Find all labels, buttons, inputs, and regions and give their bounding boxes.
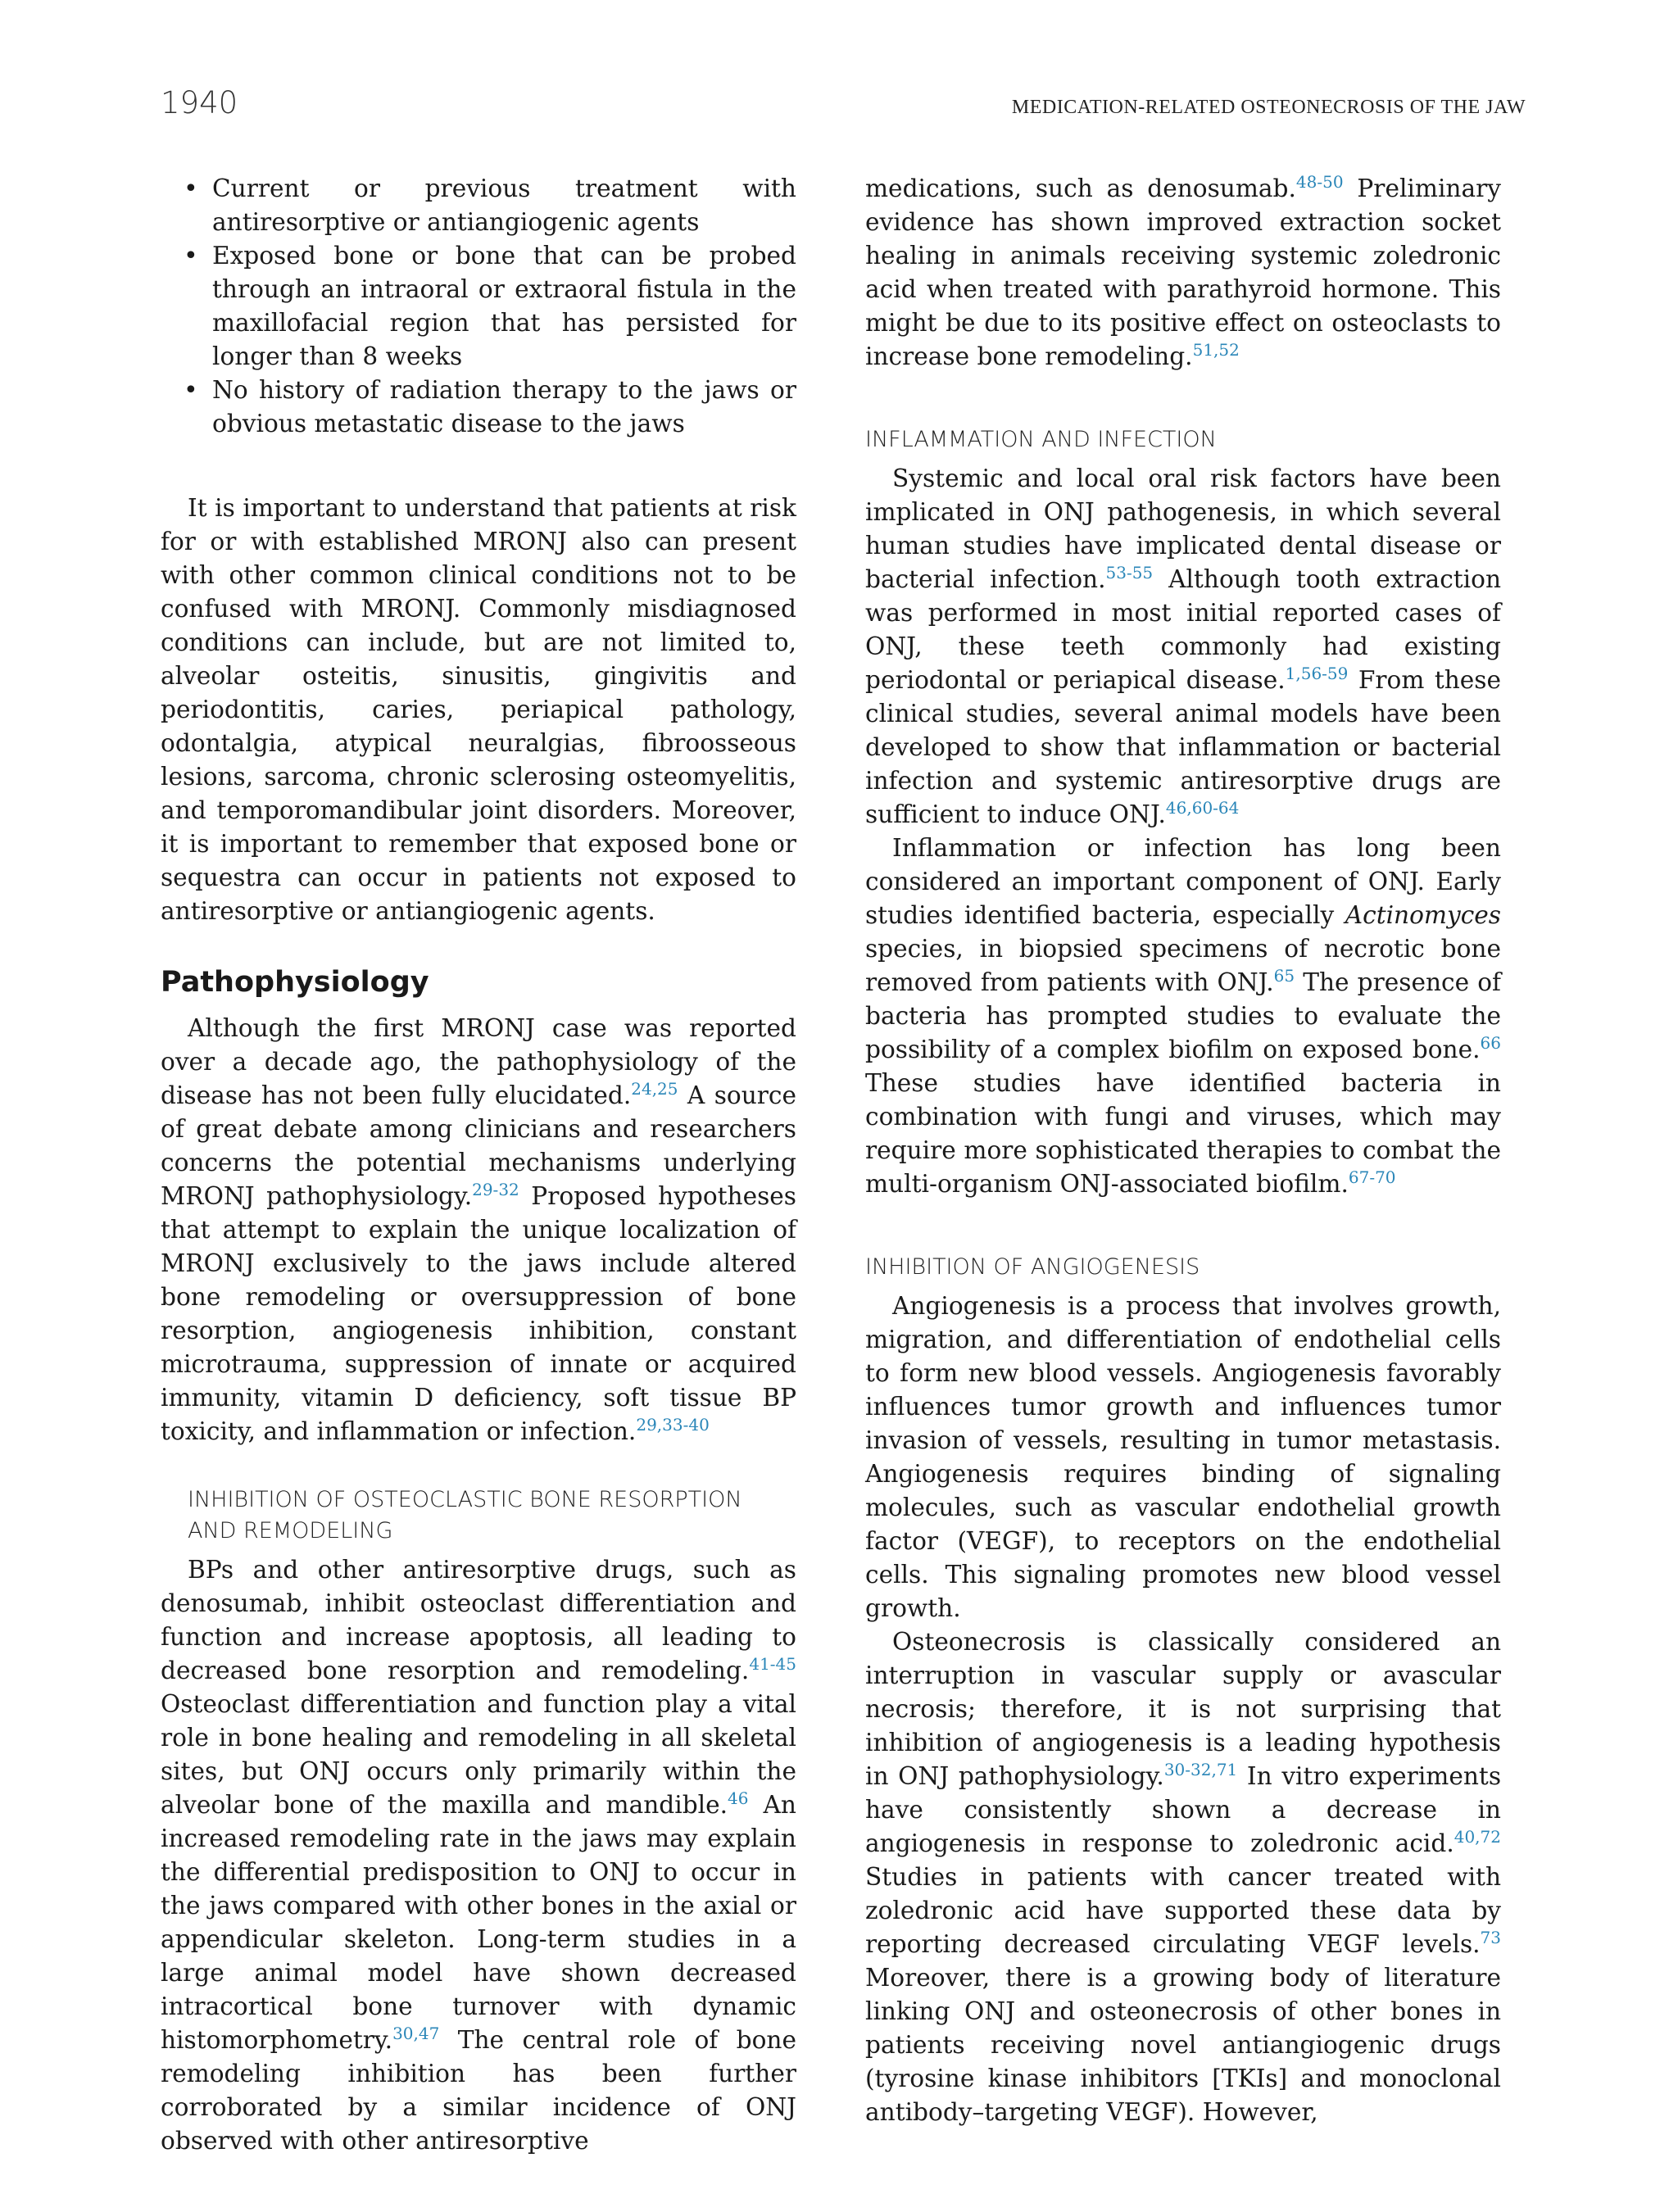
citation-link[interactable]: 30-32,71 bbox=[1163, 1760, 1238, 1779]
subsection-title: INHIBITION OF OSTEOCLASTIC BONE RESORPTION AND REMODELING bbox=[188, 1487, 742, 1543]
italic-term: Actinomyces bbox=[1345, 901, 1501, 929]
citation-link[interactable]: 66 bbox=[1480, 1033, 1501, 1053]
list-item: • Current or previous treatment with antiresorptive or antiangiogenic agents bbox=[161, 172, 796, 239]
list-item: • Exposed bone or bone that can be probed through an intraoral or extraoral fistula in the maxillofacial region that has persisted for longer than 8 weeks bbox=[161, 239, 796, 374]
paragraph-continued: medications, such as denosumab.$^{48-50}$ Preliminary evidence has shown improved extraction socket healing in animals receiving systemic zoledronic acid when treated with parathyroid hormone. This might be due to its positive effect on osteoclasts to increase bone remodeling.$^{51,52}$ bbox=[865, 172, 1501, 370]
list-item: • No history of radiation therapy to the jaws or obvious metastatic disease to the jaws bbox=[161, 374, 796, 441]
page-header bbox=[161, 85, 1526, 126]
paragraph-misdiagnosis: It is important to understand that patients at risk for or with established MRONJ also can present with other common clinical conditions not to be confused with MRONJ. Commonly misdiagnosed conditions can include, but are not limited to, alveolar osteitis, sinusitis, gingivitis and periodontitis, caries, periapical pathology, odontalgia, atypical neuralgias, fibroosseous lesions, sarcoma, chronic sclerosing osteomyelitis, and temporomandibular joint disorders. Moreover, it is important to remember that exposed bone or sequestra can occur in patients not exposed to antiresorptive or antiangiogenic agents. bbox=[161, 494, 796, 925]
citation-link[interactable]: 30,47 bbox=[392, 2024, 440, 2043]
paragraph-inflammation-2: Inflammation or infection has long been considered an important component of ONJ. Early studies identified bacteria, especially Actinomyces species, in biopsied specimens of necrotic bone removed from patients with ONJ.$^{65}$ The presence of bacteria has prompted studies to evaluate the possibility of a complex biofilm on exposed bone.$^{66}$ These studies have identified bacteria in combination with fungi and viruses, which may require more sophisticated therapies to combat the multi-organism ONJ-associated biofilm.$^{67-70}$ bbox=[865, 834, 1502, 1198]
citation-link[interactable]: 46,60-64 bbox=[1165, 798, 1240, 818]
paragraph-angiogenesis-1: Angiogenesis is a process that involves growth, migration, and differentiation of endothelial cells to form new blood vessels. Angiogenesis favorably influences tumor growth and influences tumor invasion of vessels, resulting in tumor metastasis. Angiogenesis requires binding of signaling molecules, such as vascular endothelial growth factor (VEGF), to receptors on the endothelial cells. This signaling promotes new blood vessel growth. bbox=[865, 1292, 1501, 1622]
citation-link[interactable]: 65 bbox=[1273, 966, 1295, 986]
right-column bbox=[865, 172, 1501, 2129]
paragraph-inflammation-1: Systemic and local oral risk factors have been implicated in ONJ pathogenesis, in which several human studies have implicated dental disease or bacterial infection.$^{53-55}$ Although tooth extraction was performed in most initial reported cases of ONJ, these teeth commonly had existing periodontal or periapical disease.$^{1,56-59}$ From these clinical studies, several animal models have been developed to show that inflammation or bacterial infection and systemic antiresorptive drugs are sufficient to induce ONJ.$^{46,60-64}$ bbox=[865, 465, 1501, 828]
citation-link[interactable]: 1,56-59 bbox=[1285, 664, 1349, 683]
paragraph-osteoclast: BPs and other antiresorptive drugs, such as denosumab, inhibit osteoclast differentiation and function and increase apoptosis, all leading to decreased bone resorption and remodeling.$^{41-45}$ Osteoclast differentiation and function play a vital role in bone healing and remodeling in all skeletal sites, but ONJ occurs only primarily within the alveolar bone of the maxilla and mandible.$^{46}$ An increased remodeling rate in the jaws may explain the differential predisposition to ONJ to occur in the jaws compared with other bones in the axial or appendicular skeleton. Long-term studies in a large animal model have shown decreased intracortical bone turnover with dynamic histomorphometry.$^{30,47}$ The central role of bone remodeling inhibition has been further corroborated by a similar incidence of ONJ observed with other antiresorptive bbox=[161, 1556, 796, 2155]
citation-link[interactable]: 46 bbox=[728, 1788, 749, 1808]
citation-link[interactable]: 41-45 bbox=[749, 1654, 796, 1674]
criteria-list bbox=[161, 172, 796, 441]
citation-link[interactable]: 40,72 bbox=[1454, 1827, 1501, 1847]
left-column bbox=[161, 172, 796, 2158]
subsection-title: INFLAMMATION AND INFECTION bbox=[865, 427, 1217, 452]
citation-link[interactable]: 29,33-40 bbox=[636, 1415, 710, 1435]
citation-link[interactable]: 67-70 bbox=[1348, 1167, 1396, 1187]
citation-link[interactable]: 73 bbox=[1480, 1928, 1501, 1947]
citation-link[interactable]: 51,52 bbox=[1192, 340, 1240, 360]
paragraph-angiogenesis-2: Osteonecrosis is classically considered an interruption in vascular supply or avascular necrosis; therefore, it is not surprising that inhibition of angiogenesis is a leading hypothesis in ONJ pathophysiology.$^{30-32,71}$ In vitro experiments have consistently shown a decrease in angiogenesis in response to zoledronic acid.$^{40,72}$ Studies in patients with cancer treated with zoledronic acid have supported these data by reporting decreased circulating VEGF levels.$^{73}$ Moreover, there is a growing body of literature linking ONJ and osteonecrosis of other bones in patients receiving novel antiangiogenic drugs (tyrosine kinase inhibitors [TKIs] and monoclonal antibody–targeting VEGF). However, bbox=[865, 1628, 1502, 2126]
subsection-title: INHIBITION OF ANGIOGENESIS bbox=[865, 1254, 1200, 1280]
paragraph-pathophysiology: Although the first MRONJ case was reported over a decade ago, the pathophysiology of the disease has not been fully elucidated.$^{24,25}$ A source of great debate among clinicians and researchers concerns the potential mechanisms underlying MRONJ pathophysiology.$^{29-32}$ Proposed hypotheses that attempt to explain the unique localization of MRONJ exclusively to the jaws include altered bone remodeling or oversuppression of bone resorption, angiogenesis inhibition, constant microtrauma, suppression of innate or acquired immunity, vitamin D deficiency, soft tissue BP toxicity, and inflammation or infection.$^{29,33-40}$ bbox=[161, 1014, 796, 1445]
citation-link[interactable]: 29-32 bbox=[472, 1180, 519, 1199]
running-head: MEDICATION-RELATED OSTEONECROSIS OF THE JAW bbox=[1011, 97, 1526, 118]
page-number: 1940 bbox=[161, 85, 238, 120]
citation-link[interactable]: 53-55 bbox=[1105, 563, 1154, 582]
citation-link[interactable]: 24,25 bbox=[631, 1079, 678, 1099]
citation-link[interactable]: 48-50 bbox=[1295, 172, 1344, 192]
section-title: Pathophysiology bbox=[161, 966, 429, 999]
